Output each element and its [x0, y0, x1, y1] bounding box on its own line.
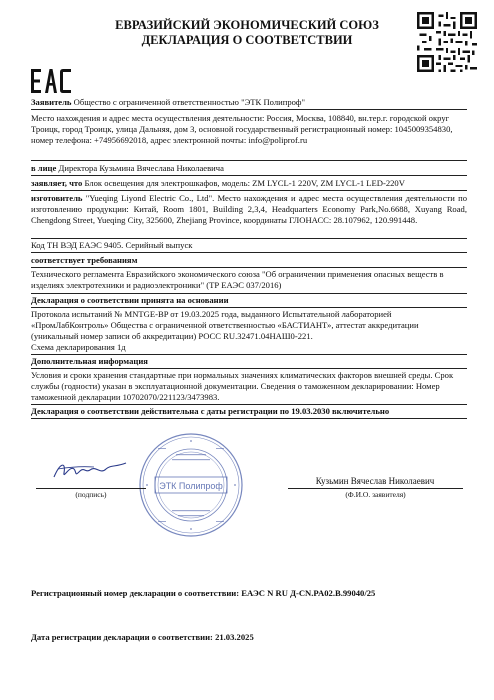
applicant-line [31, 97, 467, 108]
requirements-value: Технического регламента Евразийского экономического союза "Об ограничении применения опасных веществ в изделиях электротехники и радиоэлектроники" (ТР ЕАЭС 037/2016) [31, 269, 444, 291]
divider [31, 368, 467, 369]
applicant-address: Место нахождения и адрес места осуществления деятельности: Россия, Москва, 108840, вн.тер.г. городской округ Троицк, город Троицк, улица Дальняя, дом 3, основной государственный регистрационный номер: 1045009354830, номер телефона: +74956692018, адрес электронной почты: info@poliprof.ru [31, 113, 453, 146]
name-line [288, 488, 463, 489]
handwritten-signature-icon [50, 455, 130, 485]
additional-label: Дополнительная информация [31, 356, 148, 366]
divider [31, 238, 467, 239]
divider [31, 404, 467, 405]
signature-caption: (подпись) [75, 490, 107, 499]
product-code: Код ТН ВЭД ЕАЭС 9405. Серийный выпуск [31, 240, 193, 250]
requirements-label: соответствует требованиям [31, 255, 138, 265]
basis-label: Декларация о соответствии принята на основании [31, 295, 229, 305]
applicant-label: Заявитель [31, 97, 72, 107]
applicant-person-line [31, 163, 467, 174]
manufacturer-label: изготовитель [31, 193, 83, 203]
registration-number: Регистрационный номер декларации о соответствии: ЕАЭС N RU Д-CN.PA02.B.99040/25 [31, 588, 376, 598]
basis-value: Протокола испытаний № MNTGE-BP от 19.03.2025 года, выданного Испытательной лабораторией «ПромЛабКонтроль» Общества с ограниченной ответственностью «БАСТИАНТ», аттестат аккредитации (уникальный номер записи об аккредитации) РОСС RU.32471.04НАШ0-221. [31, 309, 419, 342]
declares-label: заявляет, что [31, 178, 83, 188]
divider [31, 418, 467, 419]
product-line [31, 178, 467, 189]
name-caption: (Ф.И.О. заявителя) [345, 490, 406, 499]
manufacturer-value: "Yueqing Liyond Electric Co., Ltd". Место нахождения и адрес места осуществления деятельности по изготовлению продукции: Китай, Room 1801, Building 2,3,4, Headquarters Economy Park,No.6688, Xuyang Road, Chengdong Street, Yueqing City, 325600, Zhejiang Province, координаты ГЛОНАСС: 28.107962, 120.991448. [31, 193, 467, 226]
additional-value: Условия и сроки хранения стандартные при нормальных значениях климатических факторов внешней среды. Срок службы (годности) указан в эксплуатационной документации. Сведения о таможенном декларировании: Номер таможенной декларации 10702070/221123/3473983. [31, 370, 454, 403]
divider [31, 252, 467, 253]
applicant-value: Общество с ограниченной ответственностью "ЭТК Полипроф" [73, 97, 305, 107]
registration-date: Дата регистрации декларации о соответствии: 21.03.2025 [31, 632, 254, 642]
divider [31, 190, 467, 191]
signatory-name: Кузьмин Вячеслав Николаевич [315, 476, 435, 486]
divider [31, 293, 467, 294]
divider [31, 109, 467, 110]
qr-code-icon [417, 12, 477, 72]
divider [31, 354, 467, 355]
divider [31, 267, 467, 268]
seal-text: ЭТК Полипроф [159, 481, 223, 491]
divider [31, 307, 467, 308]
signature-line [36, 488, 146, 489]
divider [31, 160, 467, 161]
eac-mark-icon [30, 68, 72, 94]
manufacturer-block [31, 193, 467, 227]
document-subtitle: ДЕКЛАРАЦИЯ О СООТВЕТСТВИИ [141, 33, 353, 47]
person-value: Директора Кузьмина Вячеслава Николаевича [58, 163, 224, 173]
scheme-text: Схема декларирования 1д [31, 342, 126, 352]
document-title: ЕВРАЗИЙСКИЙ ЭКОНОМИЧЕСКИЙ СОЮЗ [115, 18, 379, 32]
divider [31, 175, 467, 176]
person-label: в лице [31, 163, 57, 173]
company-seal-icon [138, 432, 244, 538]
validity-text: Декларация о соответствии действительна с даты регистрации по 19.03.2030 включительно [31, 406, 390, 416]
product-value: Блок освещения для электрошкафов, модель: ZM LYCL-1 220V, ZM LYCL-1 LED-220V [84, 178, 405, 188]
